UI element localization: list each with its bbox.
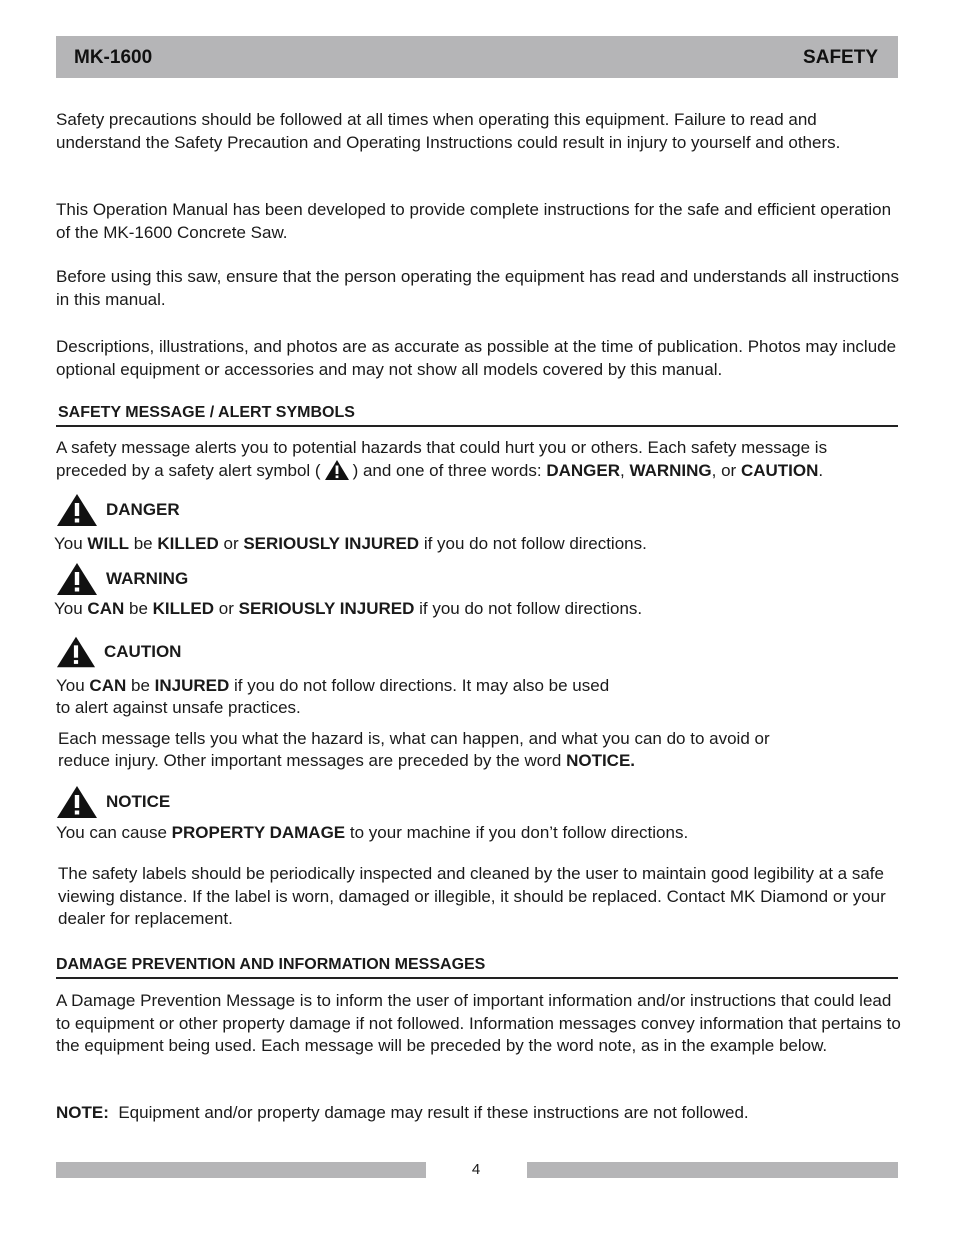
caution-label-row (56, 635, 256, 669)
warning-label-row (56, 562, 256, 596)
caution-label: CAUTION (104, 642, 182, 661)
word-danger: DANGER (546, 461, 620, 480)
word-warning: WARNING (629, 461, 712, 480)
caution-description-line-1: You CAN be INJURED if you do not follow directions. It may also be used (56, 676, 610, 695)
note-line (56, 1102, 749, 1125)
intro-paragraph-3: Before using this saw, ensure that the person operating the equipment has read and understands all instructions in this manual. (56, 267, 899, 309)
damage-prevention-paragraph: A Damage Prevention Message is to inform the user of important information and/or instructions that could lead to equipment or other property damage if not followed. Information messages convey information that pertains to the equipment being used. Each message will be preceded by the word note, as in the example below. (56, 991, 901, 1055)
notice-label: NOTICE (106, 792, 171, 811)
each-message-line-1: Each message tells you what the hazard is, what can happen, and what you can do to avoid or (58, 729, 770, 748)
warning-triangle-icon (56, 562, 98, 596)
intro-paragraph-4: Descriptions, illustrations, and photos are as accurate as possible at the time of publication. Photos may include optional equipment or accessories and may not show all models covered by this manual. (56, 337, 897, 379)
note-text: Equipment and/or property damage may result if these instructions are not followed. (118, 1103, 749, 1122)
each-message-line-2: reduce injury. Other important messages are preceded by the word NOTICE. (58, 751, 636, 770)
section-heading-alert-symbols: SAFETY MESSAGE / ALERT SYMBOLS (56, 401, 898, 427)
warning-triangle-icon (56, 635, 96, 669)
warning-label: WARNING (106, 569, 189, 588)
warning-triangle-icon (324, 459, 350, 481)
page-header (56, 36, 898, 78)
notice-label-row (56, 785, 256, 819)
page-number: 4 (471, 1161, 481, 1178)
notice-description: You can cause PROPERTY DAMAGE to your machine if you don’t follow directions. (56, 823, 689, 842)
section-heading-damage-prevention: DAMAGE PREVENTION AND INFORMATION MESSAGES (56, 953, 898, 979)
alert-intro-line-1: A safety message alerts you to potential hazards that could hurt you or others. Each safety message is (56, 438, 828, 457)
caution-description-line-2: to alert against unsafe practices. (56, 698, 301, 717)
word-caution: CAUTION (740, 461, 819, 480)
danger-description: You WILL be KILLED or SERIOUSLY INJURED if you do not follow directions. (54, 534, 647, 553)
footer-bar-left (56, 1162, 426, 1178)
note-label: NOTE: (56, 1103, 109, 1122)
warning-description: You CAN be KILLED or SERIOUSLY INJURED if you do not follow directions. (54, 599, 643, 618)
warning-triangle-icon (56, 493, 98, 527)
safety-labels-paragraph: The safety labels should be periodically inspected and cleaned by the user to maintain good legibility at a safe viewing distance. If the label is worn, damaged or illegible, it should be replaced. Contact MK Diamond or your dealer for replacement. (58, 864, 886, 928)
danger-label: DANGER (106, 500, 180, 519)
header-section: SAFETY (803, 47, 878, 68)
intro-paragraph-2: This Operation Manual has been developed to provide complete instructions for the safe and efficient operation of the MK-1600 Concrete Saw. (56, 200, 892, 242)
footer-bar-right (527, 1162, 898, 1178)
warning-triangle-icon (56, 785, 98, 819)
intro-paragraph-1: Safety precautions should be followed at all times when operating this equipment. Failure to read and understand the Safety Precaution and Operating Instructions could result in injury to yourself and others. (56, 110, 841, 152)
header-model: MK-1600 (74, 47, 153, 68)
alert-intro-line-2: preceded by a safety alert symbol ( ) and one of three words: DANGER, WARNING, or CAUTION. (56, 461, 824, 480)
danger-label-row (56, 493, 256, 527)
